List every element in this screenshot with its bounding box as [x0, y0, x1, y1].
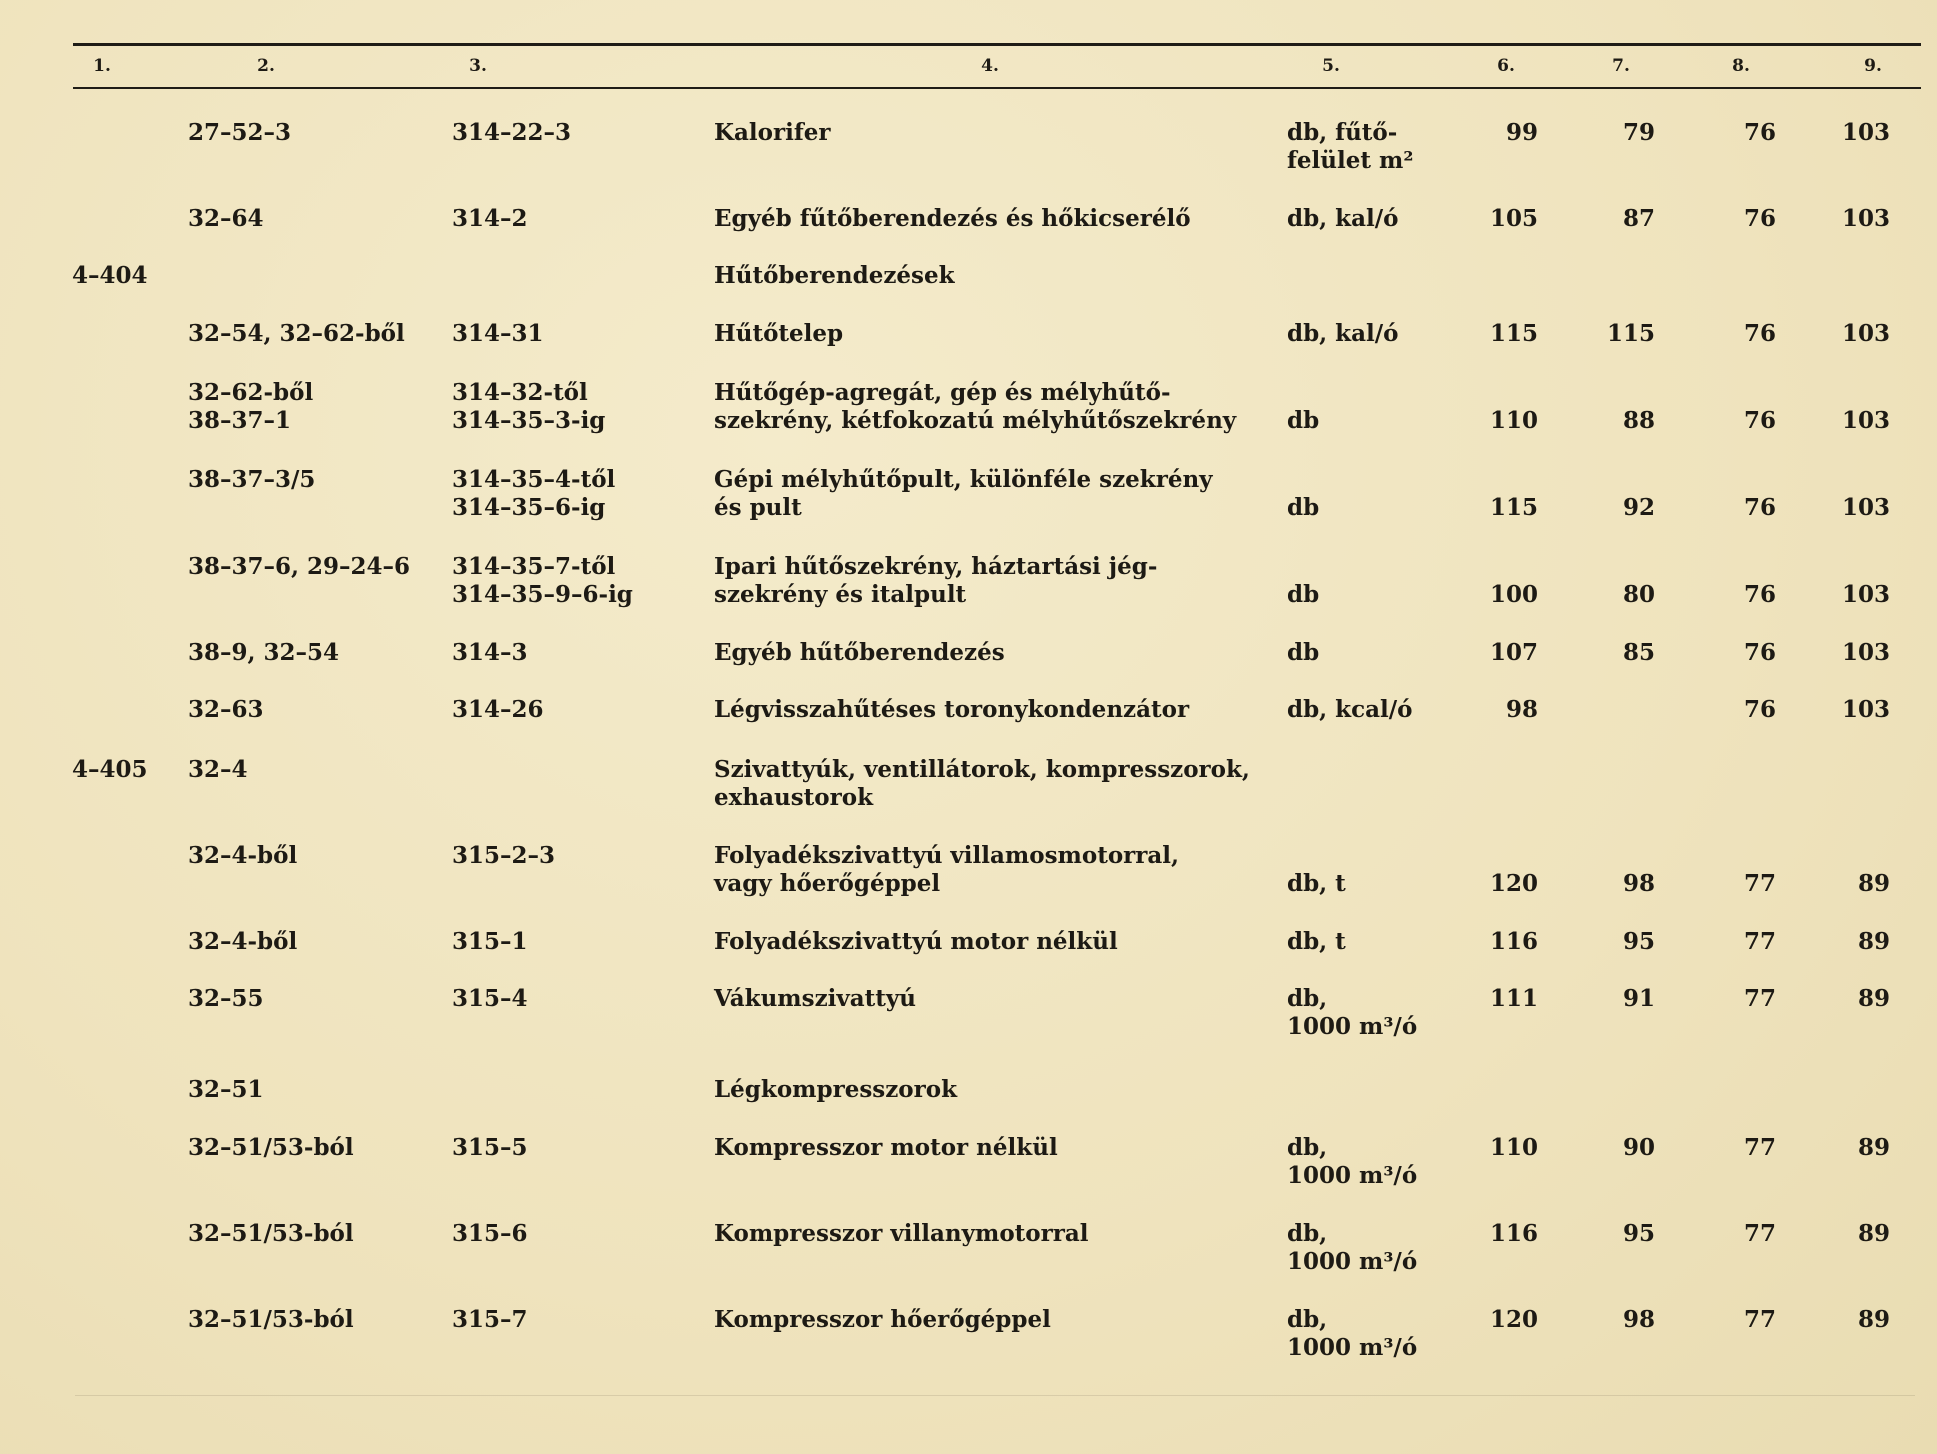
subcode-cell: 315–2–3 — [452, 842, 556, 869]
value-cell-c8: 77 — [1743, 928, 1776, 955]
description-cell: Hűtőgép-agregát, gép és mélyhűtő- — [714, 379, 1171, 406]
column-header-1: 1. — [93, 56, 111, 76]
value-cell-c9: 89 — [1857, 1134, 1890, 1161]
description-cell: Kompresszor motor nélkül — [714, 1134, 1058, 1161]
unit-cell: 1000 m³/ó — [1287, 1162, 1418, 1189]
table-top-rule — [73, 43, 1921, 46]
code-cell: 32–51/53-ból — [188, 1306, 354, 1333]
column-header-4: 4. — [981, 56, 999, 76]
subcode-cell: 314–35–4-től — [452, 466, 616, 493]
code-cell: 32–51/53-ból — [188, 1134, 354, 1161]
value-cell-c7: 87 — [1622, 205, 1655, 232]
description-cell: és pult — [714, 494, 802, 521]
value-cell-c6: 120 — [1489, 870, 1538, 897]
value-cell-c6: 115 — [1489, 494, 1538, 521]
code-cell: 32–63 — [188, 696, 264, 723]
description-cell: vagy hőerőgéppel — [714, 870, 941, 897]
value-cell-c9: 89 — [1857, 1220, 1890, 1247]
description-cell: Vákumszivattyú — [714, 985, 916, 1012]
description-cell: szekrény és italpult — [714, 581, 967, 608]
value-cell-c7: 95 — [1622, 1220, 1655, 1247]
value-cell-c8: 76 — [1743, 320, 1776, 347]
subcode-cell: 314–2 — [452, 205, 528, 232]
value-cell-c8: 76 — [1743, 407, 1776, 434]
value-cell-c9: 89 — [1857, 1306, 1890, 1333]
value-cell-c9: 103 — [1841, 407, 1890, 434]
value-cell-c7: 115 — [1606, 320, 1655, 347]
value-cell-c6: 110 — [1489, 407, 1538, 434]
value-cell-c8: 76 — [1743, 581, 1776, 608]
code-cell: 32–4-ből — [188, 842, 298, 869]
unit-cell: db, — [1287, 1134, 1328, 1161]
value-cell-c9: 103 — [1841, 696, 1890, 723]
unit-cell: db, t — [1287, 928, 1346, 955]
value-cell-c8: 77 — [1743, 1134, 1776, 1161]
subcode-cell: 315–4 — [452, 985, 528, 1012]
subcode-cell: 314–3 — [452, 639, 528, 666]
description-cell: Folyadékszivattyú villamosmotorral, — [714, 842, 1180, 869]
value-cell-c8: 76 — [1743, 696, 1776, 723]
value-cell-c9: 103 — [1841, 639, 1890, 666]
unit-cell: db, — [1287, 985, 1328, 1012]
code-cell: 32–64 — [188, 205, 264, 232]
unit-cell: db, kal/ó — [1287, 205, 1399, 232]
unit-cell: db — [1287, 407, 1320, 434]
value-cell-c6: 98 — [1505, 696, 1538, 723]
value-cell-c7: 91 — [1622, 985, 1655, 1012]
value-cell-c7: 90 — [1622, 1134, 1655, 1161]
unit-cell: db, — [1287, 1220, 1328, 1247]
unit-cell: 1000 m³/ó — [1287, 1334, 1418, 1361]
value-cell-c7: 98 — [1622, 870, 1655, 897]
code-cell: 32–4 — [188, 756, 248, 783]
unit-cell: db — [1287, 581, 1320, 608]
value-cell-c8: 77 — [1743, 1306, 1776, 1333]
value-cell-c8: 76 — [1743, 205, 1776, 232]
value-cell-c6: 116 — [1489, 928, 1538, 955]
value-cell-c7: 85 — [1622, 639, 1655, 666]
unit-cell: db, kal/ó — [1287, 320, 1399, 347]
code-cell: 38–37–6, 29–24–6 — [188, 553, 411, 580]
value-cell-c9: 103 — [1841, 119, 1890, 146]
subcode-cell: 314–35–7-től — [452, 553, 616, 580]
column-header-2: 2. — [257, 56, 275, 76]
value-cell-c8: 76 — [1743, 494, 1776, 521]
value-cell-c8: 77 — [1743, 985, 1776, 1012]
subcode-cell: 314–31 — [452, 320, 544, 347]
description-cell: Egyéb hűtőberendezés — [714, 639, 1005, 666]
subcode-cell: 314–22–3 — [452, 119, 572, 146]
description-cell: Egyéb fűtőberendezés és hőkicserélő — [714, 205, 1191, 232]
value-cell-c7: 98 — [1622, 1306, 1655, 1333]
value-cell-c6: 107 — [1489, 639, 1538, 666]
description-cell: Folyadékszivattyú motor nélkül — [714, 928, 1118, 955]
subcode-cell: 315–7 — [452, 1306, 528, 1333]
value-cell-c9: 103 — [1841, 205, 1890, 232]
column-header-7: 7. — [1612, 56, 1630, 76]
code-cell: 38–9, 32–54 — [188, 639, 340, 666]
unit-cell: felület m² — [1287, 147, 1414, 174]
value-cell-c6: 111 — [1489, 985, 1538, 1012]
value-cell-c9: 103 — [1841, 581, 1890, 608]
column-header-8: 8. — [1732, 56, 1750, 76]
value-cell-c9: 89 — [1857, 870, 1890, 897]
value-cell-c6: 105 — [1489, 205, 1538, 232]
description-cell: Kompresszor villanymotorral — [714, 1220, 1089, 1247]
bleed-through-line — [75, 1395, 1915, 1396]
unit-cell: db, kcal/ó — [1287, 696, 1413, 723]
value-cell-c6: 100 — [1489, 581, 1538, 608]
subcode-cell: 314–35–3-ig — [452, 407, 606, 434]
code-cell: 27–52–3 — [188, 119, 292, 146]
code-cell: 32–51/53-ból — [188, 1220, 354, 1247]
code-cell: 38–37–1 — [188, 407, 292, 434]
unit-cell: db — [1287, 494, 1320, 521]
code-cell: 32–4-ből — [188, 928, 298, 955]
subcode-cell: 315–6 — [452, 1220, 528, 1247]
value-cell-c7: 79 — [1622, 119, 1655, 146]
value-cell-c8: 76 — [1743, 639, 1776, 666]
value-cell-c6: 115 — [1489, 320, 1538, 347]
column-header-6: 6. — [1497, 56, 1515, 76]
group-code: 4–404 — [72, 262, 148, 289]
description-cell: Hűtőberendezések — [714, 262, 955, 289]
value-cell-c9: 89 — [1857, 985, 1890, 1012]
description-cell: Légvisszahűtéses toronykondenzátor — [714, 696, 1190, 723]
column-header-9: 9. — [1864, 56, 1882, 76]
subcode-cell: 314–32-től — [452, 379, 588, 406]
unit-cell: db — [1287, 639, 1320, 666]
description-cell: Ipari hűtőszekrény, háztartási jég- — [714, 553, 1158, 580]
code-cell: 32–54, 32–62-ből — [188, 320, 405, 347]
description-cell: szekrény, kétfokozatú mélyhűtőszekrény — [714, 407, 1237, 434]
value-cell-c8: 77 — [1743, 1220, 1776, 1247]
unit-cell: 1000 m³/ó — [1287, 1248, 1418, 1275]
code-cell: 32–62-ből — [188, 379, 314, 406]
code-cell: 38–37–3/5 — [188, 466, 316, 493]
value-cell-c6: 120 — [1489, 1306, 1538, 1333]
unit-cell: db, — [1287, 1306, 1328, 1333]
value-cell-c9: 103 — [1841, 320, 1890, 347]
code-cell: 32–55 — [188, 985, 264, 1012]
unit-cell: 1000 m³/ó — [1287, 1013, 1418, 1040]
value-cell-c7: 88 — [1622, 407, 1655, 434]
description-cell: Hűtőtelep — [714, 320, 844, 347]
code-cell: 32–51 — [188, 1076, 264, 1103]
subcode-cell: 315–5 — [452, 1134, 528, 1161]
value-cell-c9: 103 — [1841, 494, 1890, 521]
value-cell-c7: 95 — [1622, 928, 1655, 955]
value-cell-c9: 89 — [1857, 928, 1890, 955]
subcode-cell: 314–26 — [452, 696, 544, 723]
unit-cell: db, t — [1287, 870, 1346, 897]
description-cell: Szivattyúk, ventillátorok, kompresszorok, — [714, 756, 1250, 783]
subcode-cell: 315–1 — [452, 928, 528, 955]
group-code: 4–405 — [72, 756, 148, 783]
description-cell: exhaustorok — [714, 784, 874, 811]
value-cell-c7: 92 — [1622, 494, 1655, 521]
description-cell: Kalorifer — [714, 119, 831, 146]
value-cell-c8: 76 — [1743, 119, 1776, 146]
description-cell: Gépi mélyhűtőpult, különféle szekrény — [714, 466, 1213, 493]
subcode-cell: 314–35–6-ig — [452, 494, 606, 521]
table-header-rule — [73, 87, 1921, 89]
description-cell: Kompresszor hőerőgéppel — [714, 1306, 1051, 1333]
description-cell: Légkompresszorok — [714, 1076, 958, 1103]
value-cell-c6: 116 — [1489, 1220, 1538, 1247]
subcode-cell: 314–35–9–6-ig — [452, 581, 633, 608]
value-cell-c7: 80 — [1622, 581, 1655, 608]
value-cell-c6: 110 — [1489, 1134, 1538, 1161]
column-header-3: 3. — [469, 56, 487, 76]
value-cell-c6: 99 — [1505, 119, 1538, 146]
value-cell-c8: 77 — [1743, 870, 1776, 897]
column-header-5: 5. — [1322, 56, 1340, 76]
unit-cell: db, fűtő- — [1287, 119, 1398, 146]
